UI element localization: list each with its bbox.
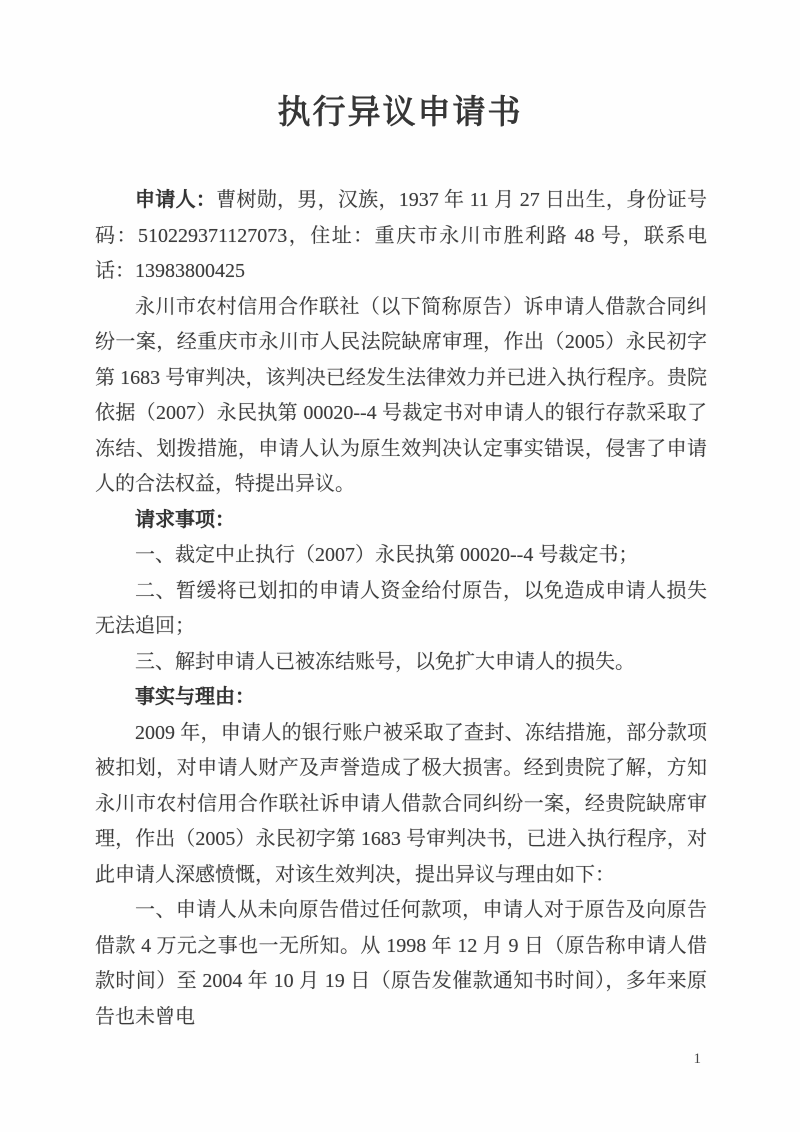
applicant-details: 曹树勋，男，汉族，1937 年 11 月 27 日出生，身份证号码：510229371127073，住址：重庆市永川市胜利路 48 号，联系电话：13983800425 bbox=[95, 189, 708, 282]
document-title: 执行异议申请书 bbox=[277, 95, 523, 131]
facts-paragraph-2: 一、申请人从未向原告借过任何款项，申请人对于原告及向原告借款 4 万元之事也一无所知。从 1998 年 12 月 9 日（原告称申请人借款时间）至 2004 年 10 月 19 日（原告发催款通知书时间），多年来原告也未曾电 bbox=[95, 899, 707, 1028]
facts-heading: 事实与理由： bbox=[135, 686, 255, 708]
applicant-label: 申请人： bbox=[135, 189, 217, 211]
page-number: 1 bbox=[693, 1051, 701, 1067]
facts-paragraph-1: 2009 年，申请人的银行账户被采取了查封、冻结措施，部分款项被扣划，对申请人财产及声誉造成了极大损害。经到贵院了解，方知永川市农村信用合作联社诉申请人借款合同纠纷一案，经贵院缺席审理，作出（2005）永民初字第 1683 号审判决书，已进入执行程序，对此申请人深感愤慨，对该生效判决，提出异议与理由如下： bbox=[95, 721, 707, 886]
requests-heading: 请求事项： bbox=[135, 508, 235, 531]
applicant-paragraph bbox=[95, 183, 707, 290]
request-item-2: 二、暂缓将已划扣的申请人资金给付原告，以免造成申请人损失无法追回； bbox=[95, 579, 707, 637]
request-item-1: 一、裁定中止执行（2007）永民执第 00020--4 号裁定书； bbox=[135, 544, 639, 566]
document-body bbox=[95, 183, 707, 1035]
case-background-paragraph: 永川市农村信用合作联社（以下简称原告）诉申请人借款合同纠纷一案，经重庆市永川市人民法院缺席审理，作出（2005）永民初字第 1683 号审判决，该判决已经发生法律效力并已进入执行程序。贵院依据（2007）永民执第 00020--4 号裁定书对申请人的银行存款采取了冻结、划拨措施，申请人认为原生效判决认定事实错误，侵害了申请人的合法权益，特提出异议。 bbox=[95, 295, 707, 495]
request-item-3: 三、解封申请人已被冻结账号，以免扩大申请人的损失。 bbox=[135, 650, 635, 673]
